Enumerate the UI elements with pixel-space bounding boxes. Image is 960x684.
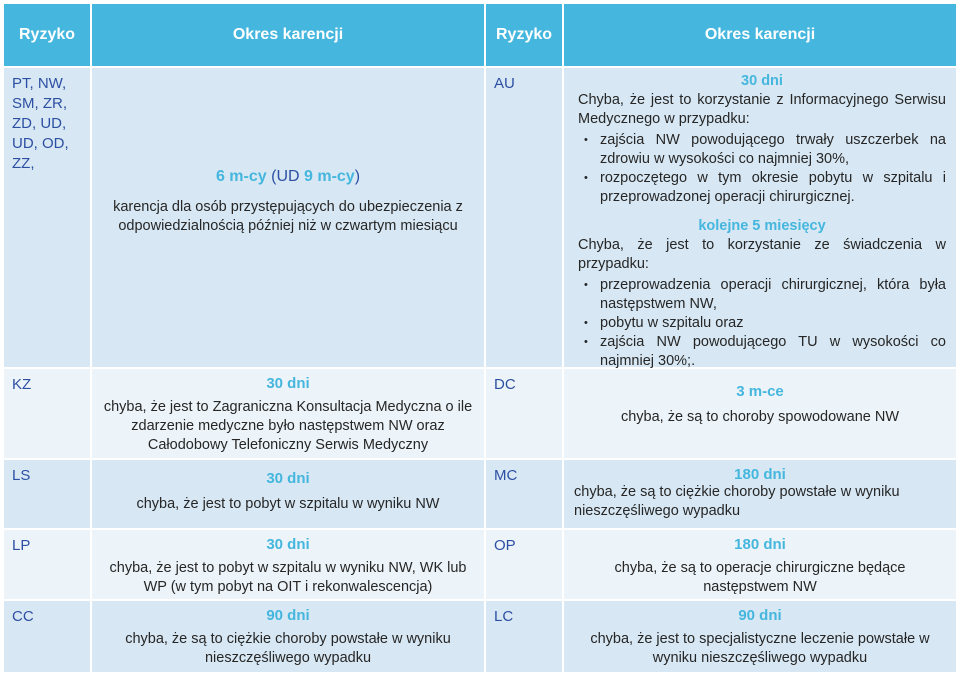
header-period-2: Okres karencji (564, 4, 956, 66)
au-intro-1: Chyba, że jest to korzystanie z Informacyjnego Serwisu Medycznego w przypadku: (578, 92, 946, 127)
period-description: chyba, że są to operacje chirurgiczne będące następstwem NW (614, 560, 906, 595)
header-period-1: Okres karencji (92, 4, 486, 66)
period-main: 90 dni (738, 607, 782, 624)
period-main: 30 dni (266, 375, 310, 392)
au-intro-2: Chyba, że jest to korzystanie ze świadczenia w przypadku: (578, 237, 946, 272)
period-line (100, 168, 476, 186)
period-cell-op (564, 528, 956, 599)
risk-code-text: OP (494, 537, 516, 554)
period-cell-ls (92, 458, 486, 528)
period-description: chyba, że są to ciężkie choroby powstałe w wyniku nieszczęśliwego wypadku (125, 631, 451, 666)
risk-code-text: CC (12, 608, 34, 625)
period-cell-lp (92, 528, 486, 599)
risk-code-cc (4, 599, 92, 672)
au-bullets-1 (578, 131, 946, 207)
period-description: chyba, że są to ciężkie choroby powstałe w wyniku nieszczęśliwego wypadku (574, 484, 900, 519)
list-item: • zajścia NW powodującego TU w wysokości co najmniej 30%;. (600, 333, 946, 371)
period-main: 6 m-cy (215, 168, 267, 185)
period-description: karencja dla osób przystępujących do ubezpieczenia z odpowiedzialnością później niż w czwartym miesiącu (113, 199, 463, 234)
period-main: 180 dni (734, 536, 786, 553)
period-main: 30 dni (266, 536, 310, 553)
period-main: 3 m-ce (736, 383, 784, 400)
risk-code-pt (4, 66, 92, 367)
risk-code-mc (486, 458, 564, 528)
risk-code-au (486, 66, 564, 367)
period-cell-cc (92, 599, 486, 672)
period-main: 30 dni (266, 470, 310, 487)
period-close: ) (354, 168, 361, 185)
period-cell-dc (564, 367, 956, 458)
risk-code-text: LS (12, 467, 31, 484)
period-30-dni: 30 dni (741, 73, 783, 89)
period-description: chyba, że są to choroby spowodowane NW (620, 409, 900, 425)
au-bullets-2 (578, 276, 946, 371)
period-ud: (UD (271, 168, 300, 185)
risk-code-text: MC (494, 467, 518, 484)
period-next-5-months: kolejne 5 miesięcy (698, 218, 826, 234)
risk-code-text: LC (494, 608, 514, 625)
period-description: chyba, że jest to Zagraniczna Konsultacja Medyczna o ile zdarzenie medyczne było następstwem NW oraz Całodobowy Telefoniczny Serwis Medyczny (103, 399, 473, 453)
risk-code-text: DC (494, 376, 516, 393)
risk-code-ls (4, 458, 92, 528)
period-ud-value: 9 m-cy (304, 168, 355, 185)
header-risk-2: Ryzyko (486, 4, 564, 66)
period-cell-mc (564, 458, 956, 528)
risk-code-text: AU (494, 75, 515, 92)
list-item: • przeprowadzenia operacji chirurgicznej, która była następstwem NW, (600, 276, 946, 314)
period-cell-kz (92, 367, 486, 458)
period-description: chyba, że jest to specjalistyczne leczenie powstałe w wyniku nieszczęśliwego wypadku (590, 631, 930, 666)
period-main: 90 dni (266, 607, 310, 624)
waiting-period-table (4, 4, 956, 680)
risk-code-text: PT, NW, SM, ZR, ZD, UD, UD, OD, ZZ, (12, 75, 69, 172)
risk-code-lc (486, 599, 564, 672)
risk-code-dc (486, 367, 564, 458)
period-cell-au (564, 66, 956, 367)
period-cell-lc (564, 599, 956, 672)
list-item: • rozpoczętego w tym okresie pobytu w szpitalu i przeprowadzonej operacji chirurgicznej. (600, 169, 946, 207)
risk-code-kz (4, 367, 92, 458)
period-main: 180 dni (734, 466, 786, 483)
period-description: chyba, że jest to pobyt w szpitalu w wyniku NW, WK lub WP (w tym pobyt na OIT i rekonwalescencja) (109, 560, 467, 595)
list-item: • zajścia NW powodującego trwały uszczerbek na zdrowiu w wysokości co najmniej 30%, (600, 131, 946, 169)
list-item: • pobytu w szpitalu oraz (600, 314, 946, 333)
period-description: chyba, że jest to pobyt w szpitalu w wyniku NW (136, 496, 440, 512)
risk-code-lp (4, 528, 92, 599)
risk-code-op (486, 528, 564, 599)
header-risk-1: Ryzyko (4, 4, 92, 66)
risk-code-text: LP (12, 537, 31, 554)
period-cell-pt (92, 66, 486, 367)
risk-code-text: KZ (12, 376, 32, 393)
